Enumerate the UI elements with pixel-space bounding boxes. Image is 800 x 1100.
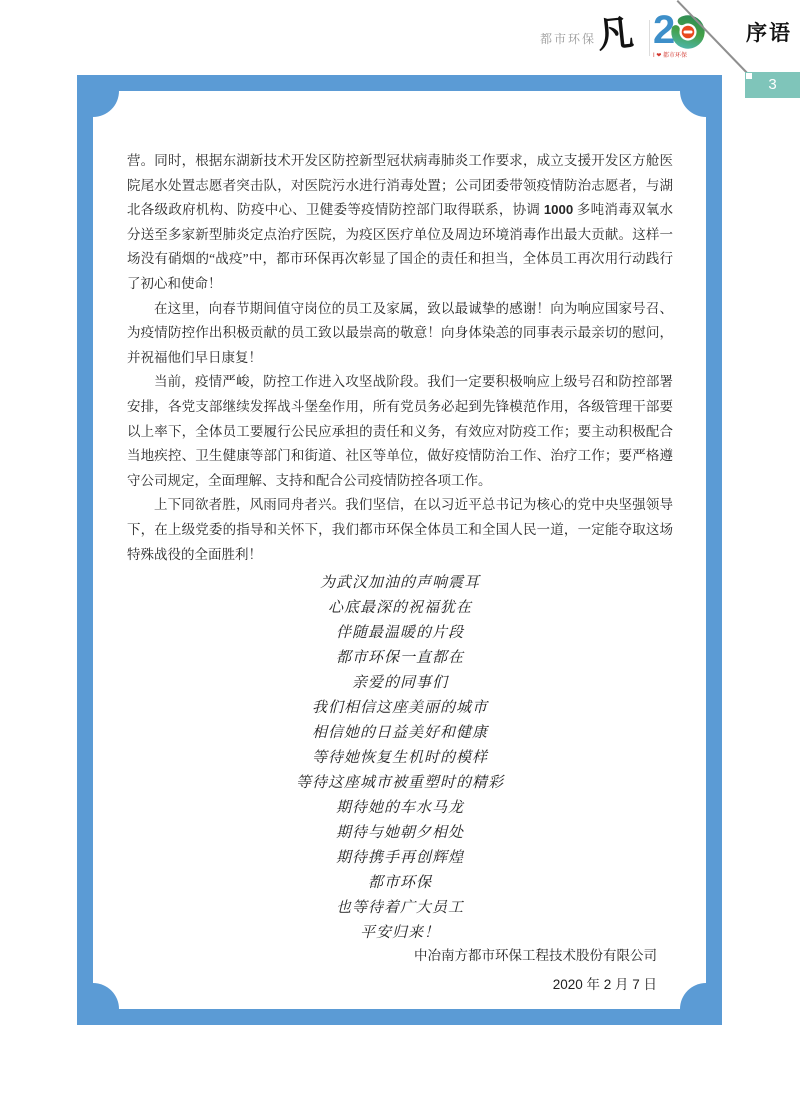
body-paragraph: 在这里，向春节期间值守岗位的员工及家属，致以最诚挚的感谢！向为响应国家号召、为疫情防控作出积极贡献的员工致以最崇高的敬意！向身体染恙的同事表示最亲切的慰问，并祝福他们早日康复！ bbox=[127, 300, 673, 365]
body-paragraph: 当前，疫情严峻，防控工作进入攻坚战阶段。我们一定要积极响应上级号召和防控部署安排，各党支部继续发挥战斗堡垒作用，所有党员务必起到先锋模范作用，各级管理干部要以上率下，全体员工要履行公民应承担的责任和义务，有效应对防疫工作；要主动积极配合当地疾控、卫生健康等部门和街道、社区等单位，做好疫情防治工作、治疗工作；要严格遵守公司规定，全面理解、支持和配合公司疫情防控各项工作。 bbox=[127, 374, 673, 488]
poem-line: 为武汉加油的声响震耳 bbox=[319, 573, 480, 591]
signature-block bbox=[127, 941, 673, 999]
brand-name: 都市环保 bbox=[540, 32, 597, 46]
frame-corner-fillet bbox=[680, 91, 706, 117]
frame-corner-fillet bbox=[680, 983, 706, 1009]
poem-line: 等待这座城市被重塑时的精彩 bbox=[295, 773, 504, 791]
poem-line: 亲爱的同事们 bbox=[351, 673, 448, 691]
poem-line: 相信她的日益美好和健康 bbox=[311, 723, 488, 741]
page-number: 3 bbox=[768, 76, 777, 93]
poem-line: 都市环保 bbox=[367, 873, 432, 891]
logo-divider bbox=[649, 20, 650, 56]
brand-calligraphy-glyph: 凡 bbox=[595, 11, 636, 57]
poem-line: 期待携手再创辉煌 bbox=[335, 848, 464, 866]
page-number-tab bbox=[745, 72, 800, 98]
anniversary-20-logo bbox=[653, 8, 705, 52]
body-paragraph: 营。同时，根据东湖新技术开发区防控新型冠状病毒肺炎工作要求，成立支援开发区方舱医院尾水处置志愿者突击队，对医院污水进行消毒处置；公司团委带领疫情防治志愿者，与湖北各级政府机构、防疫中心、卫健委等疫情防控部门取得联系，协调 1000 多吨消毒双氧水分送至多家新型肺炎定点治疗医院，为疫区医疗单位及周边环境消毒作出最大贡献。这样一场没有硝烟的“战疫”中，都市环保再次彰显了国企的责任和担当，全体员工再次用行动践行了初心和使命！ bbox=[127, 153, 674, 291]
body-text-column bbox=[127, 149, 673, 567]
signature-date: 2020 年 2 月 7 日 bbox=[552, 977, 657, 992]
section-label: 序语 bbox=[746, 22, 792, 45]
poem-line: 期待与她朝夕相处 bbox=[335, 823, 464, 841]
poem-line: 心底最深的祝福犹在 bbox=[327, 598, 472, 616]
anniversary-tagline: I ❤ 都市环保 bbox=[653, 53, 688, 59]
poem-line: 也等待着广大员工 bbox=[335, 898, 464, 916]
signature-company: 中冶南方都市环保工程技术股份有限公司 bbox=[414, 948, 657, 963]
poem-line: 我们相信这座美丽的城市 bbox=[311, 698, 488, 716]
poem-line: 都市环保一直都在 bbox=[335, 648, 464, 666]
poem-line: 等待她恢复生机时的模样 bbox=[311, 748, 488, 766]
body-paragraph: 上下同欲者胜，风雨同舟者兴。我们坚信，在以习近平总书记为核心的党中央坚强领导下，在上级党委的指导和关怀下，我们都市环保全体员工和全国人民一道，一定能夺取这场特殊战役的全面胜利！ bbox=[127, 497, 673, 562]
page-tab-notch bbox=[746, 73, 752, 79]
frame-corner-fillet bbox=[93, 983, 119, 1009]
anniversary-digit: 2 bbox=[653, 8, 676, 52]
poem-line: 伴随最温暖的片段 bbox=[335, 623, 464, 641]
poem-line: 平安归来！ bbox=[359, 923, 440, 941]
frame-corner-fillet bbox=[93, 91, 119, 117]
poem-block bbox=[127, 570, 673, 945]
anniversary-ring-icon bbox=[670, 14, 706, 50]
poem-line: 期待她的车水马龙 bbox=[335, 798, 464, 816]
